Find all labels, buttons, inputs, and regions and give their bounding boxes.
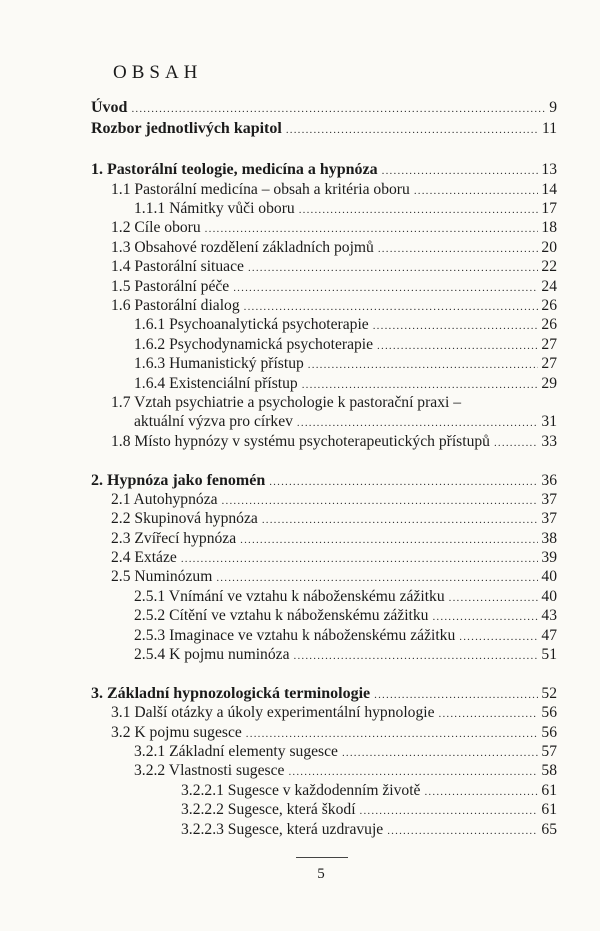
dot-leader bbox=[414, 181, 539, 201]
dot-leader bbox=[233, 278, 538, 298]
toc-entry-page: 38 bbox=[541, 530, 557, 547]
dot-leader bbox=[269, 472, 538, 492]
toc-entry-page: 29 bbox=[541, 375, 557, 392]
toc-entry-title: 1.1.1 Námitky vůči oboru bbox=[134, 200, 295, 217]
toc-entry-page: 36 bbox=[541, 472, 557, 489]
toc-entry-title: 2.5.2 Cítění ve vztahu k náboženskému zážitku bbox=[134, 607, 429, 624]
dot-leader bbox=[382, 161, 539, 181]
toc-entry-title: 3.1 Další otázky a úkoly experimentální hypnologie bbox=[111, 704, 435, 721]
dot-leader bbox=[342, 743, 538, 763]
dot-leader bbox=[360, 801, 539, 821]
toc-entry bbox=[111, 180, 557, 200]
toc-entry bbox=[111, 218, 557, 238]
dot-leader bbox=[308, 355, 539, 375]
toc-entry bbox=[134, 587, 557, 607]
toc-entry-title: 1.4 Pastorální situace bbox=[111, 258, 244, 275]
toc-entry-title: 1. Pastorální teologie, medicína a hypnóza bbox=[91, 161, 378, 178]
dot-leader bbox=[424, 782, 538, 802]
dot-leader bbox=[205, 219, 539, 239]
toc-entry bbox=[111, 393, 557, 413]
dot-leader bbox=[494, 433, 538, 453]
toc-entry-title: 1.8 Místo hypnózy v systému psychoterapeutických přístupů bbox=[111, 433, 490, 450]
toc-entry bbox=[181, 781, 557, 801]
footer-rule bbox=[296, 857, 348, 858]
toc-entry bbox=[91, 471, 557, 491]
toc-entry-page: 9 bbox=[549, 99, 557, 116]
toc-entry-title: 2. Hypnóza jako fenomén bbox=[91, 472, 266, 489]
toc-entry-page: 61 bbox=[541, 782, 557, 799]
toc-entry-page: 17 bbox=[541, 200, 557, 217]
dot-leader bbox=[377, 336, 538, 356]
dot-leader bbox=[181, 549, 539, 569]
toc-entry-title: 2.1 Autohypnóza bbox=[111, 491, 218, 508]
toc-entry-page: 37 bbox=[541, 510, 557, 527]
toc-entry bbox=[111, 529, 557, 549]
toc-entry-page: 24 bbox=[541, 278, 557, 295]
toc-entry-page: 47 bbox=[541, 627, 557, 644]
toc-entry-page: 40 bbox=[541, 568, 557, 585]
toc-entry bbox=[111, 548, 557, 568]
toc-entry bbox=[134, 354, 557, 374]
dot-leader bbox=[244, 297, 539, 317]
toc-entry-page: 39 bbox=[541, 549, 557, 566]
toc-entry bbox=[91, 684, 557, 704]
toc-entry bbox=[134, 761, 557, 781]
toc-entry-title: 1.6.1 Psychoanalytická psychoterapie bbox=[134, 316, 369, 333]
dot-leader bbox=[222, 491, 539, 511]
toc-entry-title: Rozbor jednotlivých kapitol bbox=[91, 120, 282, 137]
toc-entry bbox=[111, 257, 557, 277]
dot-leader bbox=[297, 413, 538, 433]
toc-entry-title: 3.2.1 Základní elementy sugesce bbox=[134, 743, 338, 760]
toc-entry-page: 58 bbox=[541, 762, 557, 779]
dot-leader bbox=[432, 607, 538, 627]
toc-entry-title: aktuální výzva pro církev bbox=[134, 413, 293, 430]
toc-entry-page: 26 bbox=[541, 316, 557, 333]
toc-entry-page: 20 bbox=[541, 239, 557, 256]
toc-entry-page: 51 bbox=[541, 646, 557, 663]
dot-leader bbox=[288, 762, 538, 782]
dot-leader bbox=[302, 375, 539, 395]
dot-leader bbox=[439, 704, 539, 724]
toc-entry-title: 2.5.3 Imaginace ve vztahu k náboženskému zážitku bbox=[134, 627, 456, 644]
toc-entry bbox=[111, 277, 557, 297]
toc-entry-title: 3. Základní hypnozologická terminologie bbox=[91, 685, 371, 702]
dot-leader bbox=[449, 588, 539, 608]
toc-entry bbox=[111, 723, 557, 743]
toc-entry-title: 2.4 Extáze bbox=[111, 549, 177, 566]
toc-entry bbox=[134, 199, 557, 219]
toc-entry-page: 31 bbox=[541, 413, 557, 430]
toc-entry-page: 40 bbox=[541, 588, 557, 605]
toc-entry bbox=[181, 800, 557, 820]
toc-entry-title: 3.2.2.2 Sugesce, která škodí bbox=[181, 801, 356, 818]
toc-entry-page: 52 bbox=[541, 685, 557, 702]
toc-entry-title: 1.6.3 Humanistický přístup bbox=[134, 355, 304, 372]
toc-entry-title: 1.5 Pastorální péče bbox=[111, 278, 230, 295]
toc-entry bbox=[111, 238, 557, 258]
dot-leader bbox=[216, 568, 538, 588]
dot-leader bbox=[248, 258, 538, 278]
toc-entry-title: 1.7 Vztah psychiatrie a psychologie k pastorační praxi – bbox=[111, 394, 462, 411]
toc-entry-page: 33 bbox=[541, 433, 557, 450]
dot-leader bbox=[459, 627, 538, 647]
toc-entry-page: 43 bbox=[541, 607, 557, 624]
toc-entry-title: 3.2.2 Vlastnosti sugesce bbox=[134, 762, 285, 779]
toc-entry-title: 2.2 Skupinová hypnóza bbox=[111, 510, 258, 527]
toc-entry bbox=[111, 567, 557, 587]
dot-leader bbox=[294, 646, 539, 666]
toc-entry-page: 26 bbox=[541, 297, 557, 314]
toc-entry bbox=[111, 432, 557, 452]
toc-entry-page: 65 bbox=[541, 821, 557, 838]
toc-entry bbox=[134, 645, 557, 665]
toc-entry bbox=[111, 509, 557, 529]
toc-entry bbox=[134, 315, 557, 335]
toc-entry bbox=[111, 703, 557, 723]
dot-leader bbox=[246, 724, 539, 744]
dot-leader bbox=[240, 530, 538, 550]
dot-leader bbox=[262, 510, 539, 530]
toc-entry-page: 56 bbox=[541, 704, 557, 721]
toc-entry bbox=[111, 296, 557, 316]
dot-leader bbox=[286, 120, 539, 140]
toc-entry-title: 3.2 K pojmu sugesce bbox=[111, 724, 242, 741]
toc-entry-page: 11 bbox=[541, 120, 557, 137]
toc-entry-title: 1.6.4 Existenciální přístup bbox=[134, 375, 298, 392]
toc-entry-page: 14 bbox=[541, 181, 557, 198]
toc-entry bbox=[111, 490, 557, 510]
dot-leader bbox=[387, 821, 538, 841]
page-number: 5 bbox=[317, 866, 325, 882]
toc-entry-page: 27 bbox=[541, 355, 557, 372]
toc-entry-title: Úvod bbox=[91, 99, 128, 116]
toc-entry bbox=[91, 98, 557, 118]
toc-entry-page: 13 bbox=[541, 161, 557, 178]
toc-entry-title: 3.2.2.3 Sugesce, která uzdravuje bbox=[181, 821, 384, 838]
toc-entry bbox=[181, 820, 557, 840]
toc-entry-title: 1.3 Obsahové rozdělení základních pojmů bbox=[111, 239, 374, 256]
toc-entry-page: 56 bbox=[541, 724, 557, 741]
toc-entry-title: 1.1 Pastorální medicína – obsah a kritéria oboru bbox=[111, 181, 410, 198]
toc-entry bbox=[91, 119, 557, 139]
toc-entry-title: 2.3 Zvířecí hypnóza bbox=[111, 530, 237, 547]
toc-entry bbox=[91, 160, 557, 180]
toc-entry bbox=[134, 626, 557, 646]
toc-entry-title: 2.5.1 Vnímání ve vztahu k náboženskému zážitku bbox=[134, 588, 445, 605]
toc-entry-title: 2.5.4 K pojmu numinóza bbox=[134, 646, 290, 663]
toc-entry bbox=[134, 374, 557, 394]
toc-entry-title: 1.6 Pastorální dialog bbox=[111, 297, 240, 314]
toc-entry bbox=[134, 606, 557, 626]
dot-leader bbox=[299, 200, 539, 220]
toc-entry-title: 3.2.2.1 Sugesce v každodenním životě bbox=[181, 782, 421, 799]
toc-heading: OBSAH bbox=[113, 62, 203, 83]
dot-leader bbox=[374, 685, 538, 705]
toc-entry bbox=[134, 742, 557, 762]
toc-entry-page: 61 bbox=[541, 801, 557, 818]
dot-leader bbox=[131, 99, 546, 119]
toc-entry-page: 57 bbox=[541, 743, 557, 760]
toc-entry bbox=[134, 335, 557, 355]
dot-leader bbox=[378, 239, 539, 259]
toc-entry bbox=[134, 412, 557, 432]
toc-entry-page: 27 bbox=[541, 336, 557, 353]
dot-leader bbox=[373, 316, 539, 336]
toc-entry-title: 2.5 Numinózum bbox=[111, 568, 213, 585]
toc-entry-page: 22 bbox=[541, 258, 557, 275]
toc-entry-page: 37 bbox=[541, 491, 557, 508]
toc-entry-title: 1.2 Cíle oboru bbox=[111, 219, 201, 236]
toc-entry-page: 18 bbox=[541, 219, 557, 236]
toc-entry-title: 1.6.2 Psychodynamická psychoterapie bbox=[134, 336, 374, 353]
